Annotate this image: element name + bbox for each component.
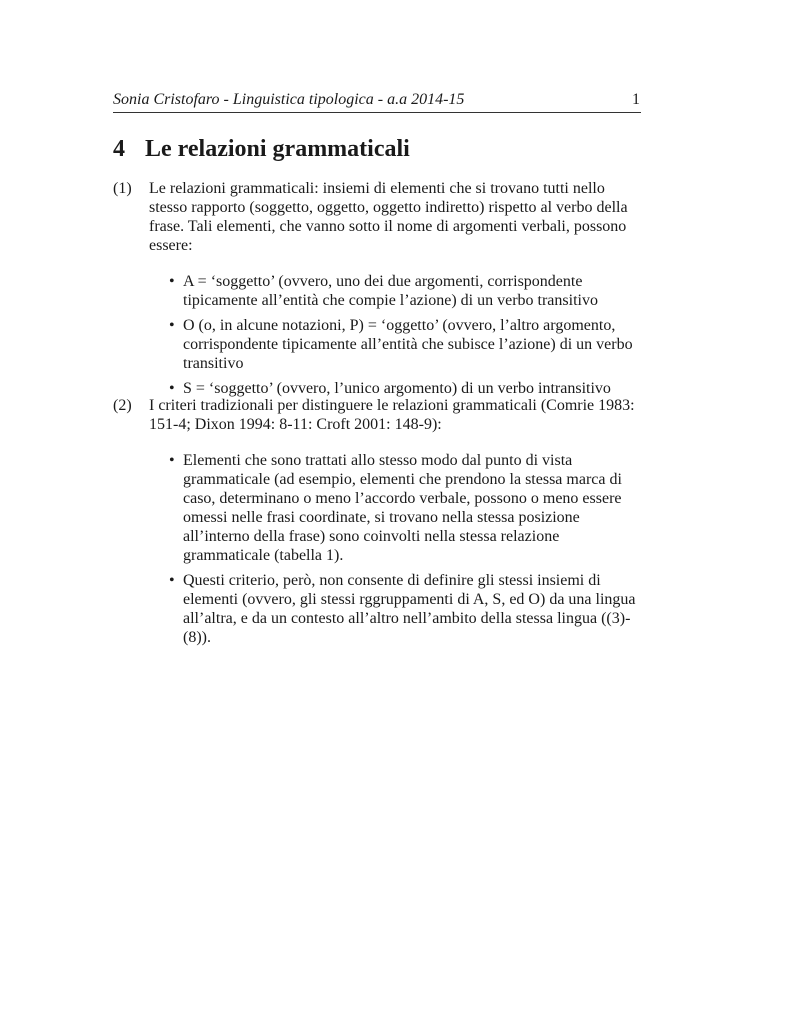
numbered-item-2 [113, 396, 643, 653]
bullet-icon: • [169, 273, 175, 290]
numbered-item-1 [113, 179, 643, 404]
item-text: I criteri tradizionali per distinguere le relazioni grammaticali (Comrie 1983: 151-4; Dixon 1994: 8-11: Croft 2001: 148-9): [149, 397, 635, 433]
section-number: 4 [113, 136, 125, 162]
bullet-text: A = ‘soggetto’ (ovvero, uno dei due argomenti, corrispondente tipicamente all’entità che compie l’azione) di un verbo transitivo [183, 273, 598, 309]
bullet-list [149, 272, 643, 398]
bullet-text: Questi criterio, però, non consente di definire gli stessi insiemi di elementi (ovvero, gli stessi rggruppamenti di A, S, ed O) da una lingua all’altra, e da un contesto all’altro nell’ambito della stessa lingua ((3)-(8)). [183, 572, 636, 646]
bullet-text: S = ‘soggetto’ (ovvero, l’unico argomento) di un verbo intransitivo [183, 380, 611, 397]
bullet-list [149, 451, 643, 647]
page-number: 1 [632, 91, 640, 108]
list-item [149, 316, 643, 373]
bullet-icon: • [169, 572, 175, 589]
list-item [149, 571, 643, 647]
item-label: (1) [113, 180, 132, 197]
list-item [149, 451, 643, 565]
bullet-icon: • [169, 452, 175, 469]
item-text: Le relazioni grammaticali: insiemi di elementi che si trovano tutti nello stesso rapporto (soggetto, oggetto, oggetto indiretto) rispetto al verbo della frase. Tali elementi, che vanno sotto il nome di argomenti verbali, possono essere: [149, 180, 628, 254]
bullet-text: O (o, in alcune notazioni, P) = ‘oggetto’ (ovvero, l’altro argomento, corrispondente tipicamente all’entità che subisce l’azione) di un verbo transitivo [183, 317, 633, 372]
page-header [113, 90, 641, 113]
list-item [149, 272, 643, 310]
item-label: (2) [113, 397, 132, 414]
header-title: Sonia Cristofaro - Linguistica tipologica - a.a 2014-15 [113, 91, 465, 108]
bullet-text: Elementi che sono trattati allo stesso modo dal punto di vista grammaticale (ad esempio, elementi che prendono la stessa marca di caso, determinano o meno l’accordo verbale, possono o meno essere omessi nelle frasi coordinate, si trovano nella stessa posizione all’interno della frase) sono coinvolti nella stessa relazione grammaticale (tabella 1). [183, 452, 622, 564]
bullet-icon: • [169, 380, 175, 397]
section-heading [113, 136, 410, 163]
bullet-icon: • [169, 317, 175, 334]
section-title: Le relazioni grammaticali [145, 136, 410, 162]
